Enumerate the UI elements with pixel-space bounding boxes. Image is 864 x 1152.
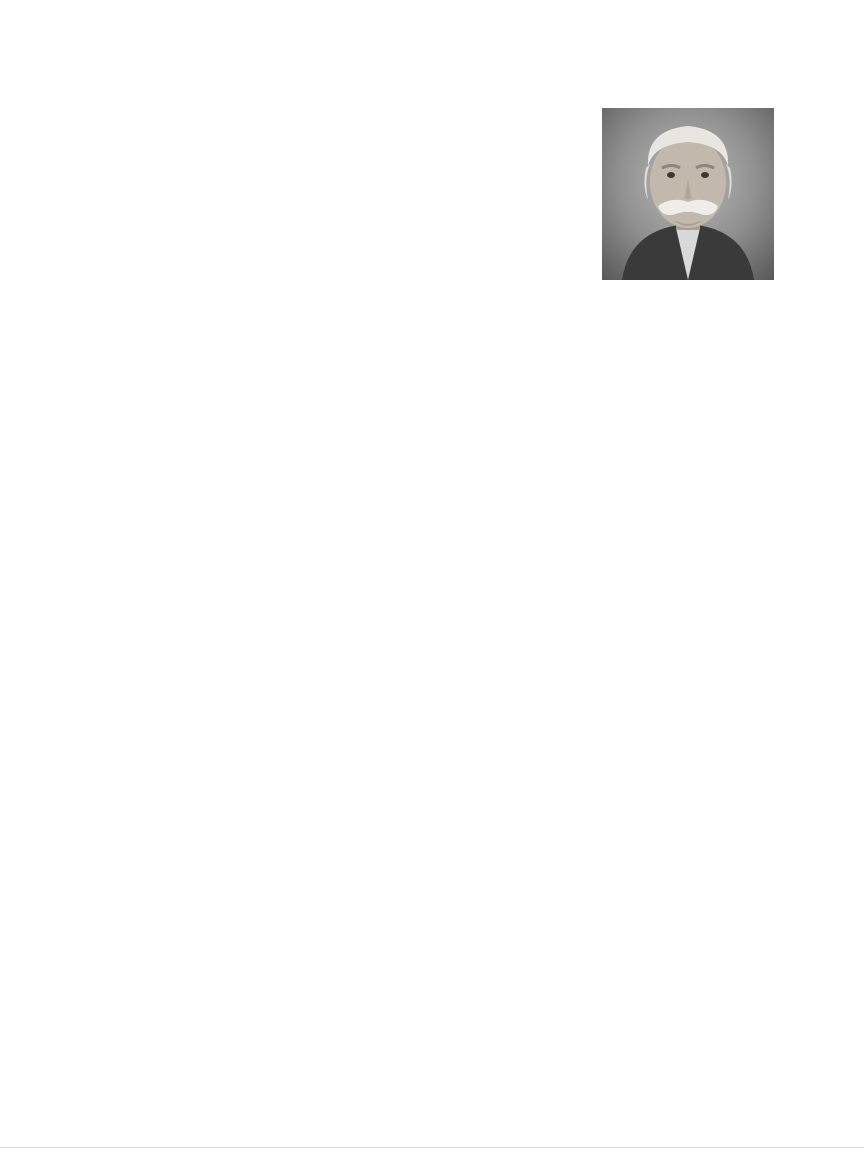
page-bottom-edge: [0, 1147, 864, 1148]
portrait-illustration: [602, 108, 774, 280]
portrait-figure: [602, 108, 774, 285]
portrait-photo: [602, 108, 774, 280]
